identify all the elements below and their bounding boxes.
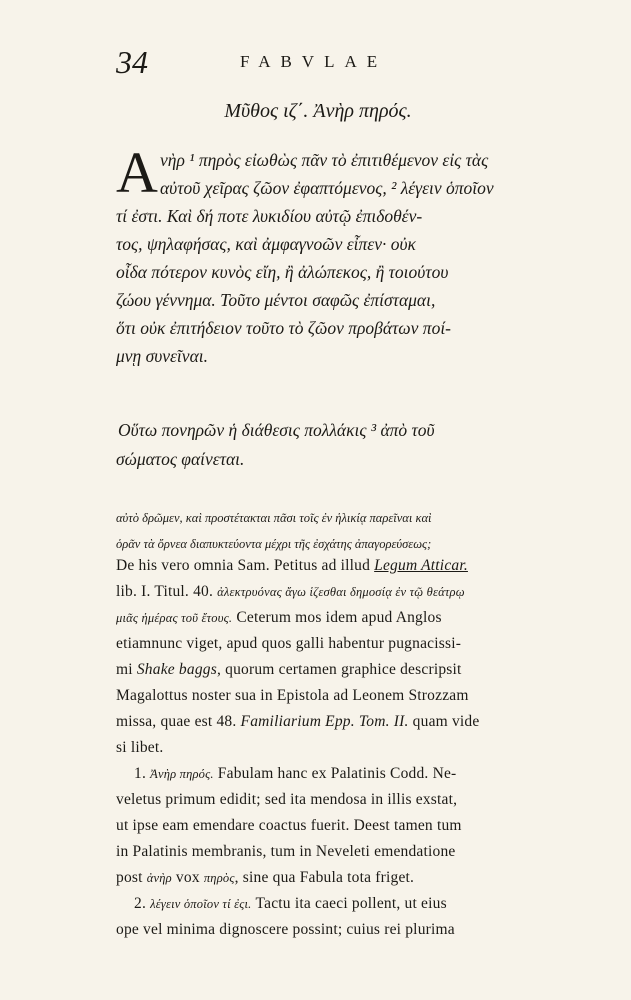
moral-line-1: Οὕτω πονηρῶν ἡ διάθεσις πολλάκις ³ ἀπὸ τοῦ: [118, 420, 435, 440]
fable-line-5: οἶδα πότερον κυνὸς εἴη, ἢ ἀλώπεκος, ἢ τοιούτου: [116, 262, 449, 282]
fable-line-6: ζώου γέννημα. Τοῦτο μέντοι σαφῶς ἐπίσταμαι,: [116, 290, 436, 310]
page-header: [116, 44, 591, 84]
note-1-greek: Ἀνὴρ πηρός.: [150, 767, 214, 781]
running-title: FABVLAE: [240, 52, 388, 71]
notes-line-5: [116, 609, 586, 627]
note-2-greek: λέγειν ὁποῖον τί ἐςι.: [150, 897, 252, 911]
notes-line-9-text-b: quam vide: [408, 713, 480, 730]
notes-line-7-italic: Shake baggs: [136, 661, 217, 678]
note-1-line-5-text-c: , sine qua Fabula tota friget.: [234, 869, 415, 886]
drop-cap: A: [116, 140, 158, 205]
fable-line-8: μνῃ συνεῖναι.: [116, 346, 208, 366]
note-2-text: Tactu ita caeci pollent, ut eius: [251, 895, 447, 912]
notes-line-8: Magalottus noster sua in Epistola ad Leonem Strozzam: [116, 687, 469, 704]
notes-line-7: [116, 661, 586, 679]
notes-line-5-greek: μιᾶς ἡμέρας τοῦ ἔτους.: [116, 611, 233, 625]
notes-line-4: [116, 583, 586, 601]
note-2-number: 2.: [134, 895, 151, 912]
notes-line-9-text-a: missa, quae est 48.: [116, 713, 241, 730]
moral-line-2: σώματος φαίνεται.: [116, 449, 245, 469]
notes-line-9-italic: Familiarium Epp. Tom. II.: [240, 713, 409, 730]
notes-line-6: etiamnunc viget, apud quos galli habentur pugnacissi-: [116, 635, 462, 652]
note-1-line-5-greek-b: πηρὸς: [203, 871, 235, 885]
notes-line-9: [116, 713, 586, 731]
page-number: 34: [116, 44, 148, 80]
note-2-line-2: ope vel minima dignoscere possint; cuius rei plurima: [116, 921, 455, 938]
note-1-line-5: [116, 869, 586, 887]
notes-line-3-text: De his vero omnia Sam. Petitus ad illud: [116, 557, 375, 574]
note-1-line-2: veletus primum edidit; sed ita mendosa in illis exstat,: [116, 791, 458, 808]
note-1-line-5-greek-a: ἀνὴρ: [146, 871, 172, 885]
note-2-line-1: [134, 895, 586, 913]
fable-line-2: αὐτοῦ χεῖρας ζῶον ἐφαπτόμενος, ² λέγειν ὁποῖον: [160, 178, 494, 198]
notes-line-3: [116, 557, 586, 575]
notes-line-10: si libet.: [116, 739, 164, 756]
notes-line-3-underlined: Legum Atticar.: [374, 557, 468, 574]
note-1-number: 1.: [134, 765, 151, 782]
note-1-text: Fabulam hanc ex Palatinis Codd. Ne-: [213, 765, 457, 782]
fable-title: Μῦθος ιζ΄. Ἀνὴρ πηρός.: [224, 100, 412, 122]
fable-line-1: νὴρ ¹ πηρὸς εἰωθὼς πᾶν τὸ ἐπιτιθέμενον εἰς τὰς: [160, 150, 489, 170]
note-1-line-5-text-a: post: [116, 869, 147, 886]
notes-line-4-greek: ἀλεκτρυόνας ἄγω ἱζεσθαι δημοσίᾳ ἐν τῷ θεάτρῳ: [217, 585, 465, 599]
fable-line-4: τος, ψηλαφήσας, καὶ ἀμφαγνοῶν εἶπεν· οὐκ: [116, 234, 416, 254]
fable-line-3: τί ἐστι. Καὶ δή ποτε λυκιδίου αὐτῷ ἐπιδοθέν-: [116, 206, 423, 226]
notes-line-4-text: lib. I. Titul. 40.: [116, 583, 218, 600]
fable-line-7: ὅτι οὐκ ἐπιτήδειον τοῦτο τὸ ζῶον προβάτων ποί-: [116, 318, 452, 338]
notes-line-7-text-b: , quorum certamen graphice descripsit: [216, 661, 462, 678]
note-1-line-3: ut ipse eam emendare coactus fuerit. Deest tamen tum: [116, 817, 462, 834]
notes-line-5-text: Ceterum mos idem apud Anglos: [232, 609, 442, 626]
note-1-line-1: [134, 765, 586, 783]
notes-line-7-text-a: mi: [116, 661, 137, 678]
note-1-line-5-text-b: vox: [171, 869, 204, 886]
notes-greek-line-2: ὁρᾶν τὰ ὄρνεα διαπυκτεύοντα μέχρι τῆς ἐσχάτης ἀπαγορεύσεως;: [116, 537, 432, 551]
notes-greek-line-1: αὐτὸ δρῶμεν, καὶ προστέτακται πᾶσι τοῖς ἐν ἡλικίᾳ παρεῖναι καὶ: [116, 511, 432, 525]
note-1-line-4: in Palatinis membranis, tum in Neveleti emendatione: [116, 843, 456, 860]
